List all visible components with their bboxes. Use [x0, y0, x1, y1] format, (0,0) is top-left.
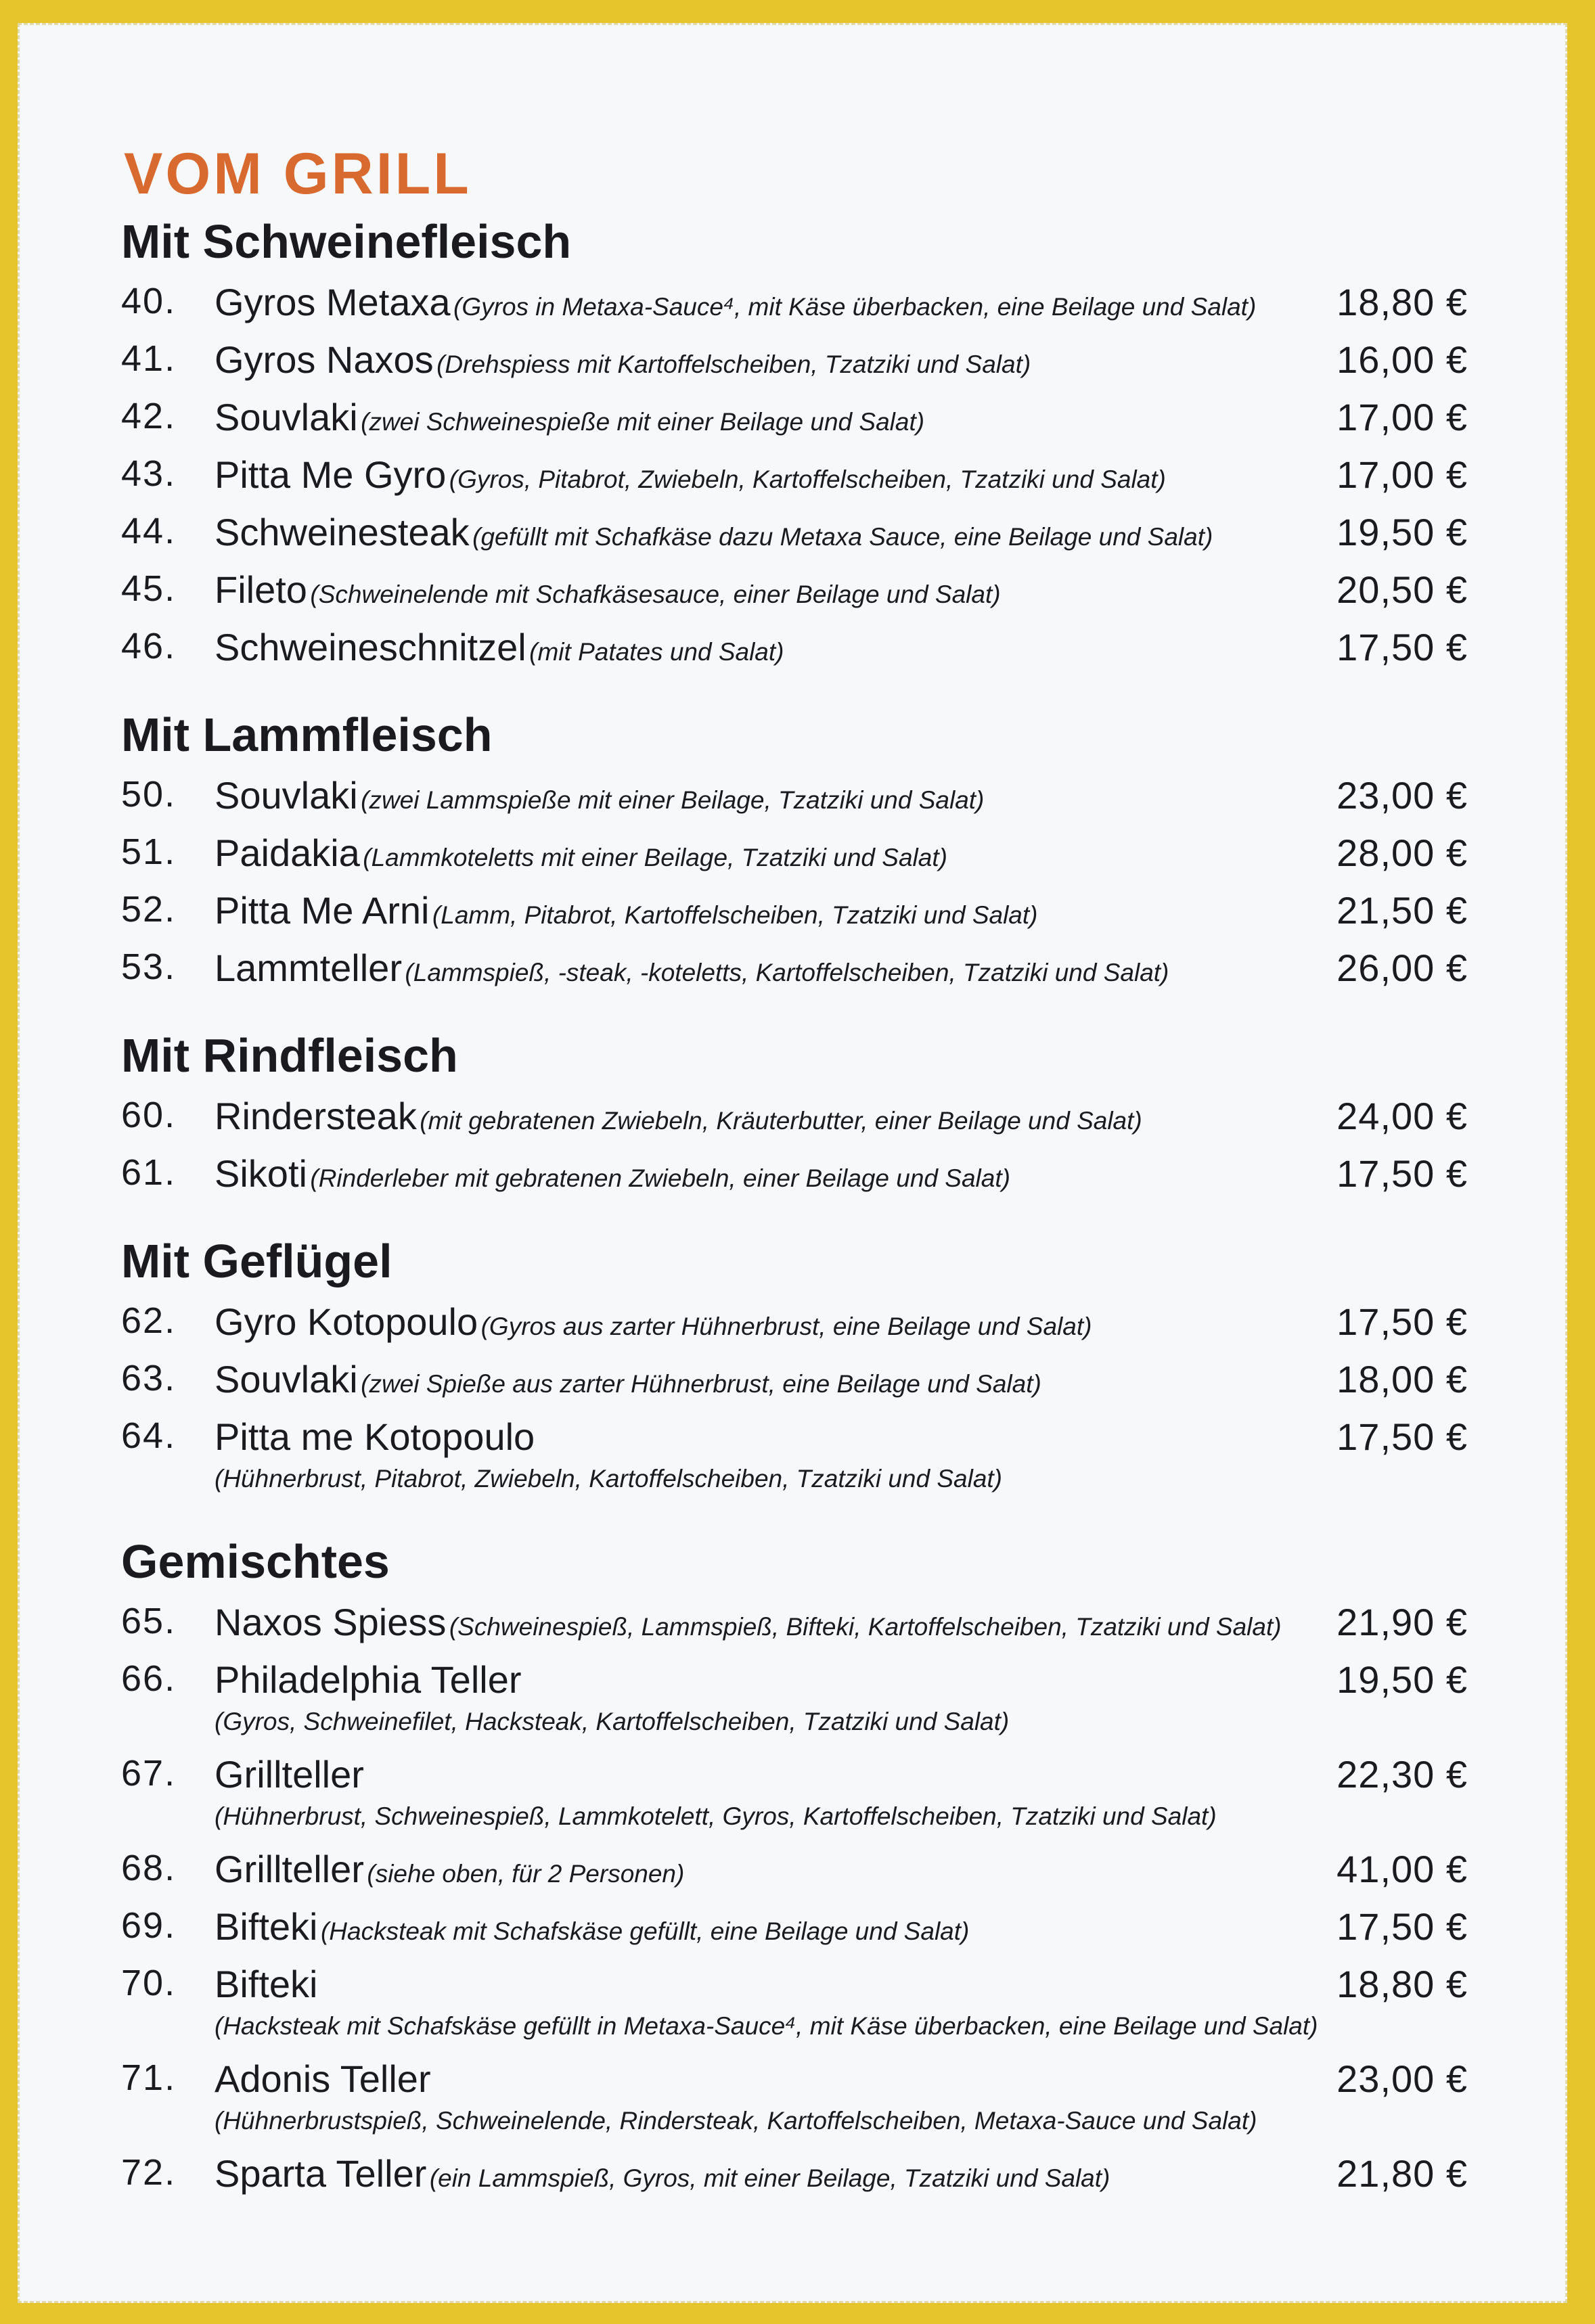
item-line — [215, 338, 1031, 382]
menu-item — [121, 562, 1468, 620]
item-line — [215, 946, 1169, 990]
item-price: 19,50 € — [1336, 511, 1468, 553]
item-number: 51. — [121, 831, 177, 872]
item-name: Gyros Metaxa — [215, 281, 451, 323]
item-name: Gyros Naxos — [215, 338, 434, 381]
item-number: 42. — [121, 396, 177, 436]
item-name: Bifteki — [215, 1905, 318, 1948]
item-name: Grillteller — [215, 1753, 364, 1796]
item-line — [215, 2151, 1110, 2195]
menu-item — [121, 825, 1468, 883]
item-name: Adonis Teller — [215, 2057, 431, 2100]
item-line — [215, 395, 924, 439]
section-heading: Mit Rindfleisch — [121, 1029, 458, 1082]
menu-item — [121, 620, 1468, 677]
menu-item — [121, 1652, 1468, 1747]
item-number: 45. — [121, 568, 177, 609]
item-description: (zwei Spieße aus zarter Hühnerbrust, eine Beilage und Salat) — [361, 1370, 1041, 1398]
item-name: Schweineschnitzel — [215, 626, 526, 668]
item-line — [215, 625, 784, 669]
item-price: 41,00 € — [1336, 1848, 1468, 1890]
item-name: Grillteller — [215, 1848, 364, 1890]
menu-item — [121, 2051, 1468, 2146]
menu-title: VOM GRILL — [124, 141, 472, 206]
item-description: (zwei Lammspieße mit einer Beilage, Tzatziki und Salat) — [361, 786, 985, 814]
item-description: (ein Lammspieß, Gyros, mit einer Beilage, Tzatziki und Salat) — [429, 2164, 1110, 2192]
item-description: (mit gebratenen Zwiebeln, Kräuterbutter, einer Beilage und Salat) — [420, 1107, 1142, 1135]
item-name: Pitta me Kotopoulo — [215, 1415, 535, 1458]
item-price: 18,00 € — [1336, 1358, 1468, 1400]
item-number: 70. — [121, 1963, 177, 2003]
item-description: (Hühnerbrust, Pitabrot, Zwiebeln, Kartoffelscheiben, Tzatziki und Salat) — [215, 1465, 1003, 1493]
item-price: 17,00 € — [1336, 396, 1468, 438]
item-name: Sparta Teller — [215, 2152, 427, 2195]
menu-item — [121, 390, 1468, 447]
item-number: 68. — [121, 1848, 177, 1888]
section-heading: Gemischtes — [121, 1535, 390, 1588]
item-description: (Gyros, Schweinefilet, Hacksteak, Kartoffelscheiben, Tzatziki und Salat) — [215, 1708, 1010, 1735]
menu-item — [121, 883, 1468, 940]
item-line — [215, 773, 984, 817]
item-name: Paidakia — [215, 831, 360, 874]
item-description: (Hühnerbrust, Schweinespieß, Lammkotelett, Gyros, Kartoffelscheiben, Tzatziki und Salat) — [215, 1802, 1217, 1830]
item-line — [215, 1415, 535, 1459]
item-price: 28,00 € — [1336, 831, 1468, 874]
item-price: 17,50 € — [1336, 1415, 1468, 1458]
item-description: (Lammkoteletts mit einer Beilage, Tzatziki und Salat) — [363, 844, 947, 871]
item-description: (zwei Schweinespieße mit einer Beilage und Salat) — [361, 408, 925, 436]
item-number: 53. — [121, 947, 177, 987]
item-price: 17,00 € — [1336, 453, 1468, 496]
item-line — [215, 1847, 684, 1891]
item-price: 19,50 € — [1336, 1658, 1468, 1701]
item-description: (Gyros aus zarter Hühnerbrust, eine Beilage und Salat) — [480, 1313, 1092, 1340]
menu-item — [121, 1294, 1468, 1352]
item-line — [215, 1905, 969, 1949]
item-name: Naxos Spiess — [215, 1601, 447, 1643]
menu-item — [121, 275, 1468, 332]
item-description: (Schweinespieß, Lammspieß, Bifteki, Kartoffelscheiben, Tzatziki und Salat) — [449, 1613, 1282, 1641]
item-line — [215, 1300, 1092, 1344]
item-line — [215, 280, 1256, 324]
item-description: (Gyros in Metaxa-Sauce⁴, mit Käse überbacken, eine Beilage und Salat) — [453, 293, 1257, 321]
item-price: 21,80 € — [1336, 2152, 1468, 2195]
menu-item — [121, 1595, 1468, 1652]
item-line — [215, 1752, 364, 1796]
menu-page — [18, 23, 1567, 2303]
menu-section — [121, 1531, 1468, 2204]
item-description: (Lamm, Pitabrot, Kartoffelscheiben, Tzatziki und Salat) — [432, 901, 1038, 929]
menu-section — [121, 211, 1468, 677]
item-name: Bifteki — [215, 1963, 318, 2005]
item-description: (Rinderleber mit gebratenen Zwiebeln, einer Beilage und Salat) — [310, 1164, 1010, 1192]
item-number: 40. — [121, 281, 177, 321]
item-line — [215, 888, 1037, 932]
item-description: (Schweinelende mit Schafkäsesauce, einer Beilage und Salat) — [310, 580, 1001, 608]
item-line — [215, 831, 947, 875]
item-description: (gefüllt mit Schafkäse dazu Metaxa Sauce, eine Beilage und Salat) — [472, 523, 1213, 551]
item-name: Gyro Kotopoulo — [215, 1300, 478, 1343]
menu-item — [121, 1409, 1468, 1504]
item-number: 62. — [121, 1300, 177, 1341]
item-number: 60. — [121, 1095, 177, 1135]
item-line — [215, 1152, 1010, 1195]
item-number: 72. — [121, 2152, 177, 2193]
menu-item — [121, 505, 1468, 562]
menu-content — [121, 137, 1468, 2204]
item-name: Souvlaki — [215, 774, 358, 817]
menu-item — [121, 1842, 1468, 1899]
item-number: 71. — [121, 2057, 177, 2098]
item-number: 50. — [121, 774, 177, 815]
item-number: 61. — [121, 1152, 177, 1193]
item-number: 67. — [121, 1753, 177, 1794]
item-line — [215, 1962, 318, 2006]
item-number: 69. — [121, 1905, 177, 1946]
item-number: 44. — [121, 511, 177, 551]
menu-section — [121, 1231, 1468, 1504]
item-price: 17,50 € — [1336, 1152, 1468, 1195]
item-price: 21,50 € — [1336, 889, 1468, 932]
item-price: 17,50 € — [1336, 626, 1468, 668]
item-number: 43. — [121, 453, 177, 494]
section-heading: Mit Lammfleisch — [121, 708, 493, 761]
item-number: 66. — [121, 1658, 177, 1699]
menu-section — [121, 704, 1468, 998]
item-line — [215, 2057, 431, 2101]
item-name: Fileto — [215, 568, 307, 611]
item-number: 64. — [121, 1415, 177, 1456]
item-price: 23,00 € — [1336, 2057, 1468, 2100]
item-number: 46. — [121, 626, 177, 666]
item-price: 21,90 € — [1336, 1601, 1468, 1643]
item-description: (siehe oben, für 2 Personen) — [367, 1860, 685, 1888]
item-line — [215, 1094, 1142, 1138]
menu-item — [121, 1957, 1468, 2051]
menu-item — [121, 1899, 1468, 1957]
menu-item — [121, 1089, 1468, 1146]
item-description: (Lammspieß, -steak, -koteletts, Kartoffelscheiben, Tzatziki und Salat) — [405, 959, 1169, 986]
item-line — [215, 1600, 1282, 1644]
menu-item — [121, 332, 1468, 390]
item-name: Pitta Me Gyro — [215, 453, 447, 496]
item-price: 20,50 € — [1336, 568, 1468, 611]
item-name: Lammteller — [215, 947, 402, 989]
item-description: (Hühnerbrustspieß, Schweinelende, Rindersteak, Kartoffelscheiben, Metaxa-Sauce und Salat) — [215, 2107, 1257, 2135]
item-number: 52. — [121, 889, 177, 930]
item-number: 65. — [121, 1601, 177, 1641]
item-description: (Gyros, Pitabrot, Zwiebeln, Kartoffelscheiben, Tzatziki und Salat) — [449, 465, 1166, 493]
item-line — [215, 453, 1166, 497]
menu-section — [121, 1025, 1468, 1204]
menu-item — [121, 2146, 1468, 2204]
item-name: Philadelphia Teller — [215, 1658, 522, 1701]
menu-item — [121, 768, 1468, 825]
item-name: Souvlaki — [215, 396, 358, 438]
item-name: Rindersteak — [215, 1095, 417, 1137]
item-name: Schweinesteak — [215, 511, 470, 553]
item-price: 24,00 € — [1336, 1095, 1468, 1137]
item-description: (Drehspiess mit Kartoffelscheiben, Tzatziki und Salat) — [436, 350, 1031, 378]
menu-item — [121, 1352, 1468, 1409]
item-price: 26,00 € — [1336, 947, 1468, 989]
item-price: 18,80 € — [1336, 1963, 1468, 2005]
item-number: 63. — [121, 1358, 177, 1398]
item-line — [215, 568, 1001, 612]
section-heading: Mit Schweinefleisch — [121, 215, 572, 268]
item-name: Sikoti — [215, 1152, 307, 1195]
item-price: 16,00 € — [1336, 338, 1468, 381]
menu-item — [121, 1146, 1468, 1204]
item-price: 23,00 € — [1336, 774, 1468, 817]
item-name: Souvlaki — [215, 1358, 358, 1400]
item-line — [215, 1658, 522, 1702]
item-number: 41. — [121, 338, 177, 379]
item-price: 17,50 € — [1336, 1905, 1468, 1948]
menu-item — [121, 940, 1468, 998]
item-description: (mit Patates und Salat) — [529, 638, 784, 666]
item-line — [215, 510, 1213, 554]
item-price: 22,30 € — [1336, 1753, 1468, 1796]
item-price: 18,80 € — [1336, 281, 1468, 323]
menu-item — [121, 1747, 1468, 1842]
item-description: (Hacksteak mit Schafskäse gefüllt in Metaxa-Sauce⁴, mit Käse überbacken, eine Beilage und Salat) — [215, 2012, 1318, 2040]
menu-item — [121, 447, 1468, 505]
item-name: Pitta Me Arni — [215, 889, 430, 932]
section-heading: Mit Geflügel — [121, 1235, 392, 1288]
item-description: (Hacksteak mit Schafskäse gefüllt, eine Beilage und Salat) — [320, 1917, 970, 1945]
item-price: 17,50 € — [1336, 1300, 1468, 1343]
item-line — [215, 1357, 1041, 1401]
